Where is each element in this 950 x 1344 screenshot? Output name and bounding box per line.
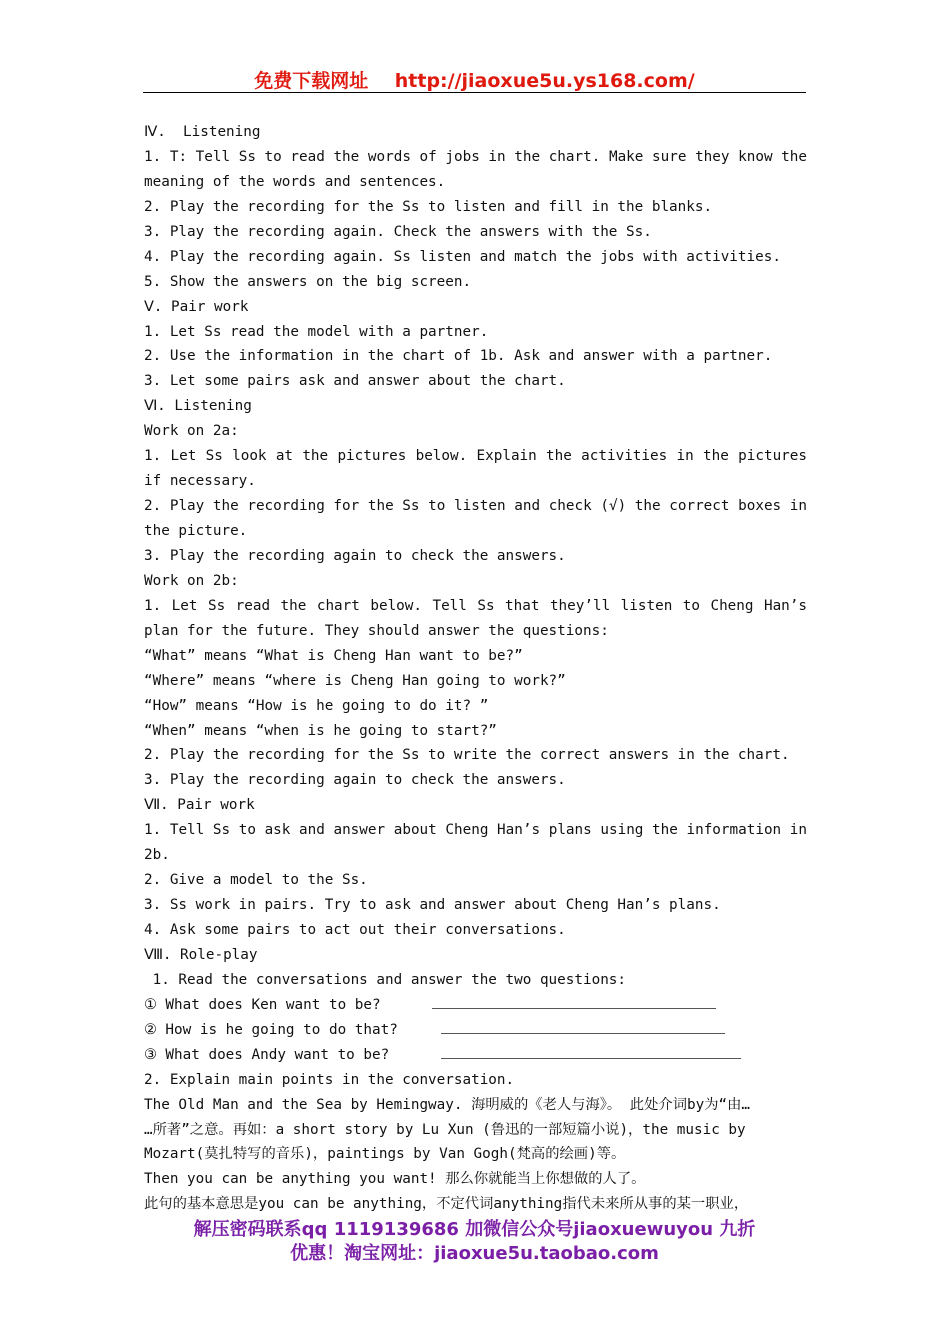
text-line: “Where” means “where is Cheng Han going to work?” <box>144 672 566 689</box>
header-url[interactable]: http://jiaoxue5u.ys168.com/ <box>394 70 695 92</box>
question-line <box>144 1018 807 1043</box>
text-line: 1. Tell Ss to ask and answer about Cheng Han’s plans using the information in <box>144 822 807 839</box>
text-line: Work on 2a: <box>144 423 239 440</box>
text-line: 1. Let Ss read the chart below. Tell Ss that they’ll listen to Cheng Han’s <box>144 597 807 614</box>
text-line: 5. Show the answers on the big screen. <box>144 273 472 290</box>
text-line: 2. Play the recording for the Ss to listen and check (√) the correct boxes in <box>144 498 807 515</box>
header-label: 免费下载网址 <box>254 70 369 92</box>
text-line: 2. Use the information in the chart of 1b. Ask and answer with a partner. <box>144 348 773 365</box>
section-heading: Ⅷ. Role-play <box>144 946 258 963</box>
text-line: 1. Let Ss look at the pictures below. Explain the activities in the pictures <box>144 448 807 465</box>
text-line: plan for the future. They should answer the questions: <box>144 622 609 639</box>
question-line <box>144 1043 807 1068</box>
text-line: 2. Give a model to the Ss. <box>144 872 368 889</box>
text-line: 2b. <box>144 847 170 864</box>
section-heading: Ⅵ. Listening <box>144 398 252 415</box>
text-line: 3. Let some pairs ask and answer about the chart. <box>144 373 566 390</box>
text-line: 1. Read the conversations and answer the two questions: <box>144 971 627 988</box>
answer-blank-3[interactable] <box>441 1044 741 1059</box>
text-line: Mozart(莫扎特写的音乐)，paintings by Van Gogh(梵高的绘画)等。 <box>144 1146 626 1163</box>
section-heading: Ⅳ. Listening <box>144 124 261 140</box>
page-header <box>143 66 806 93</box>
question-2: ② How is he going to do that? <box>144 1021 398 1038</box>
text-line: meaning of the words and sentences. <box>144 173 446 190</box>
text-line: “How” means “How is he going to do it? ” <box>144 697 489 714</box>
footer-line-2[interactable]: 优惠！淘宝网址：jiaoxue5u.taobao.com <box>290 1243 659 1264</box>
text-line: if necessary. <box>144 473 256 490</box>
text-line: “When” means “when is he going to start?” <box>144 722 497 739</box>
answer-blank-2[interactable] <box>441 1019 725 1034</box>
text-line: 3. Play the recording again to check the answers. <box>144 547 566 564</box>
text-line: 2. Explain main points in the conversation. <box>144 1071 515 1088</box>
question-3: ③ What does Andy want to be? <box>144 1046 390 1063</box>
text-line: 4. Ask some pairs to act out their conversations. <box>144 922 566 938</box>
text-line: The Old Man and the Sea by Hemingway. 海明威的《老人与海》。 此处介词by为“由… <box>144 1096 751 1113</box>
section-heading: Ⅶ. Pair work <box>144 797 255 814</box>
text-line: 1. Let Ss read the model with a partner. <box>144 323 489 340</box>
question-1: ① What does Ken want to be? <box>144 996 381 1013</box>
text-line: 1. T: Tell Ss to read the words of jobs in the chart. Make sure they know the <box>144 148 807 165</box>
text-line: 此句的基本意思是you can be anything，不定代词anything指代未来所从事的某一职业， <box>144 1196 749 1213</box>
text-line: “What” means “What is Cheng Han want to be?” <box>144 647 523 664</box>
question-line <box>144 993 807 1018</box>
page-footer <box>143 1218 806 1266</box>
answer-blank-1[interactable] <box>432 994 716 1009</box>
text-line: Then you can be anything you want! 那么你就能当上你想做的人了。 <box>144 1171 646 1188</box>
footer-line-1: 解压密码联系qq 1119139686 加微信公众号jiaoxuewuyou 九折 <box>193 1219 756 1240</box>
text-line: 3. Play the recording again. Check the answers with the Ss. <box>144 223 652 240</box>
text-line: 3. Play the recording again to check the answers. <box>144 772 566 789</box>
text-line: 4. Play the recording again. Ss listen and match the jobs with activities. <box>144 248 781 265</box>
text-line: Work on 2b: <box>144 572 239 589</box>
section-heading: Ⅴ. Pair work <box>144 298 249 315</box>
text-line: the picture. <box>144 523 248 539</box>
text-line: …所著”之意。再如：a short story by Lu Xun (鲁迅的一部短篇小说)，the music by <box>144 1121 746 1138</box>
text-line: 3. Ss work in pairs. Try to ask and answer about Cheng Han’s plans. <box>144 897 721 914</box>
text-line: 2. Play the recording for the Ss to listen and fill in the blanks. <box>144 198 713 215</box>
document-body <box>144 120 807 1217</box>
text-line: 2. Play the recording for the Ss to write the correct answers in the chart. <box>144 747 790 764</box>
